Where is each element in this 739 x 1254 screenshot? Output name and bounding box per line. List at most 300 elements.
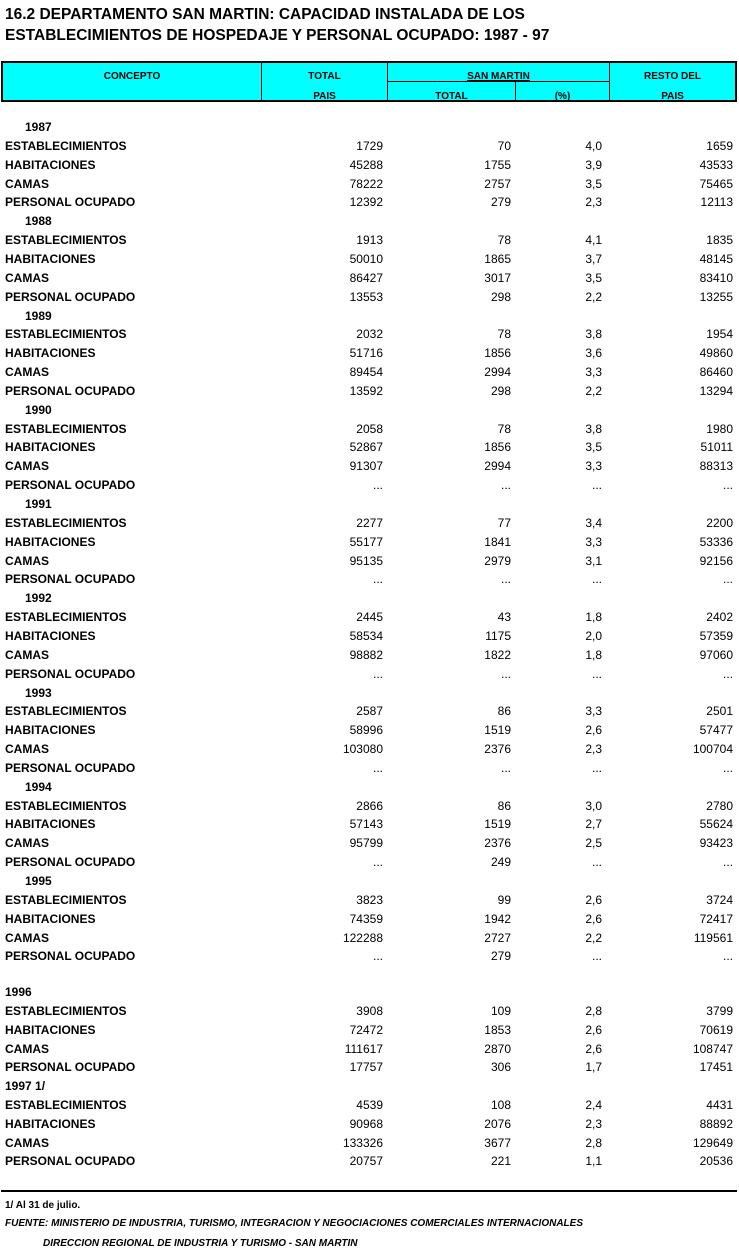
header-concepto: CONCEPTO	[103, 71, 161, 82]
concept-cell: CAMAS	[5, 930, 49, 945]
concept-cell: PERSONAL OCUPADO	[5, 383, 136, 398]
san-martin-pct-cell: 2,2	[585, 289, 602, 304]
concept-cell: CAMAS	[5, 1041, 49, 1056]
header-resto-pais: PAIS	[661, 91, 684, 102]
resto-pais-cell: 57359	[699, 628, 733, 643]
san-martin-pct-cell: 2,6	[585, 1022, 602, 1037]
table-row	[0, 1002, 739, 1021]
san-martin-pct-cell: 4,1	[585, 233, 602, 248]
san-martin-total-cell: 1755	[484, 157, 511, 172]
table-row	[0, 759, 739, 778]
resto-pais-cell: 43533	[699, 157, 733, 172]
table-row	[0, 627, 739, 646]
san-martin-pct-cell: 2,8	[585, 1135, 602, 1150]
year-row	[0, 307, 739, 326]
table-row	[0, 288, 739, 307]
table-row	[0, 608, 739, 627]
san-martin-pct-cell: 3,3	[585, 365, 602, 380]
total-pais-cell: ...	[372, 760, 383, 775]
san-martin-total-cell: 3017	[484, 270, 511, 285]
concept-cell: ESTABLECIMIENTOS	[5, 138, 127, 153]
san-martin-total-cell: 77	[497, 515, 511, 530]
san-martin-total-cell: 3677	[484, 1135, 511, 1150]
san-martin-pct-cell: 2,5	[585, 836, 602, 851]
san-martin-pct-cell: 2,4	[585, 1097, 602, 1112]
year-label: 1993	[25, 685, 52, 700]
san-martin-total-cell: 1822	[484, 647, 511, 662]
resto-pais-cell: 20536	[699, 1154, 733, 1169]
year-row	[0, 778, 739, 797]
concept-cell: PERSONAL OCUPADO	[5, 289, 136, 304]
san-martin-total-cell: 1856	[484, 440, 511, 455]
resto-pais-cell: 100704	[692, 742, 733, 757]
concept-cell: HABITACIONES	[5, 346, 96, 361]
total-pais-cell: 89454	[349, 365, 383, 380]
san-martin-total-cell: ...	[500, 760, 511, 775]
total-pais-cell: 51716	[349, 346, 383, 361]
san-martin-total-cell: 2994	[484, 459, 511, 474]
table-row	[0, 929, 739, 948]
san-martin-pct-cell: 3,3	[585, 704, 602, 719]
table-row	[0, 1021, 739, 1040]
concept-cell: ESTABLECIMIENTOS	[5, 421, 127, 436]
concept-cell: ESTABLECIMIENTOS	[5, 1003, 127, 1018]
concept-cell: ESTABLECIMIENTOS	[5, 515, 127, 530]
total-pais-cell: 55177	[349, 534, 383, 549]
concept-cell: PERSONAL OCUPADO	[5, 760, 136, 775]
san-martin-total-cell: 78	[497, 421, 511, 436]
san-martin-pct-cell: 1,8	[585, 610, 602, 625]
san-martin-pct-cell: 1,7	[585, 1060, 602, 1075]
san-martin-total-cell: 298	[490, 289, 511, 304]
total-pais-cell: 95799	[349, 836, 383, 851]
resto-pais-cell: ...	[722, 666, 733, 681]
total-pais-cell: 12392	[349, 195, 383, 210]
total-pais-cell: 111617	[344, 1041, 383, 1056]
table-row	[0, 363, 739, 382]
resto-pais-cell: 93423	[699, 836, 733, 851]
source-line-1: FUENTE: MINISTERIO DE INDUSTRIA, TURISMO, INTEGRACION Y NEGOCIACIONES COMERCIALES INTERNACIONALES	[5, 1218, 583, 1229]
header-pais: PAIS	[313, 91, 336, 102]
san-martin-pct-cell: ...	[591, 572, 602, 587]
concept-cell: HABITACIONES	[5, 911, 96, 926]
table-row	[0, 344, 739, 363]
total-pais-cell: ...	[372, 666, 383, 681]
resto-pais-cell: 83410	[699, 270, 733, 285]
table-row	[0, 797, 739, 816]
table-row	[0, 137, 739, 156]
header-sm-pct: (%)	[554, 91, 571, 102]
table-row	[0, 420, 739, 439]
san-martin-total-cell: 70	[497, 138, 511, 153]
san-martin-pct-cell: 2,3	[585, 742, 602, 757]
resto-pais-cell: ...	[722, 855, 733, 870]
table-row	[0, 947, 739, 966]
total-pais-cell: 57143	[349, 817, 383, 832]
total-pais-cell: 3823	[356, 892, 383, 907]
table-row	[0, 815, 739, 834]
san-martin-pct-cell: ...	[591, 949, 602, 964]
total-pais-cell: 2277	[356, 515, 383, 530]
resto-pais-cell: 88892	[699, 1116, 733, 1131]
resto-pais-cell: 13255	[699, 289, 733, 304]
total-pais-cell: ...	[372, 855, 383, 870]
table-row	[0, 853, 739, 872]
resto-pais-cell: 55624	[699, 817, 733, 832]
san-martin-pct-cell: 2,6	[585, 1041, 602, 1056]
san-martin-pct-cell: 2,6	[585, 723, 602, 738]
header-resto: RESTO DEL	[643, 71, 702, 82]
san-martin-total-cell: 279	[490, 195, 511, 210]
header-total: TOTAL	[308, 71, 341, 82]
year-label: 1988	[25, 214, 52, 229]
total-pais-cell: 3908	[356, 1003, 383, 1018]
resto-pais-cell: ...	[722, 572, 733, 587]
concept-cell: PERSONAL OCUPADO	[5, 195, 136, 210]
san-martin-total-cell: 1865	[484, 251, 511, 266]
total-pais-cell: 1913	[356, 233, 383, 248]
san-martin-pct-cell: 2,0	[585, 628, 602, 643]
year-row	[0, 983, 739, 1002]
san-martin-total-cell: 2376	[484, 836, 511, 851]
table-row	[0, 457, 739, 476]
san-martin-total-cell: 2979	[484, 553, 511, 568]
san-martin-pct-cell: ...	[591, 760, 602, 775]
resto-pais-cell: 13294	[699, 383, 733, 398]
resto-pais-cell: 88313	[699, 459, 733, 474]
resto-pais-cell: 108747	[692, 1041, 733, 1056]
concept-cell: CAMAS	[5, 270, 49, 285]
concept-cell: ESTABLECIMIENTOS	[5, 327, 127, 342]
concept-cell: HABITACIONES	[5, 817, 96, 832]
concept-cell: CAMAS	[5, 1135, 49, 1150]
total-pais-cell: 2587	[356, 704, 383, 719]
resto-pais-cell: 129649	[692, 1135, 733, 1150]
concept-cell: HABITACIONES	[5, 1022, 96, 1037]
concept-cell: ESTABLECIMIENTOS	[5, 704, 127, 719]
concept-cell: CAMAS	[5, 365, 49, 380]
total-pais-cell: 78222	[349, 176, 383, 191]
san-martin-total-cell: 249	[490, 855, 511, 870]
san-martin-pct-cell: 3,5	[585, 270, 602, 285]
resto-pais-cell: 75465	[699, 176, 733, 191]
san-martin-pct-cell: 2,3	[585, 195, 602, 210]
concept-cell: HABITACIONES	[5, 628, 96, 643]
table-row	[0, 514, 739, 533]
san-martin-total-cell: ...	[500, 666, 511, 681]
resto-pais-cell: ...	[722, 760, 733, 775]
san-martin-pct-cell: 3,4	[585, 515, 602, 530]
resto-pais-cell: 2200	[706, 515, 733, 530]
year-label: 1997 1/	[5, 1079, 46, 1093]
year-label: 1995	[25, 874, 52, 888]
san-martin-total-cell: 86	[497, 798, 511, 813]
concept-cell: PERSONAL OCUPADO	[5, 478, 136, 493]
san-martin-pct-cell: 3,8	[585, 421, 602, 436]
concept-cell: CAMAS	[5, 553, 49, 568]
san-martin-total-cell: 78	[497, 233, 511, 248]
san-martin-pct-cell: 3,5	[585, 176, 602, 191]
san-martin-total-cell: 221	[490, 1154, 511, 1169]
concept-cell: ESTABLECIMIENTOS	[5, 1097, 127, 1112]
total-pais-cell: 20757	[349, 1154, 383, 1169]
total-pais-cell: 90968	[349, 1116, 383, 1131]
table-row	[0, 175, 739, 194]
table-row	[0, 1134, 739, 1153]
total-pais-cell: 13553	[349, 289, 383, 304]
total-pais-cell: 2866	[356, 798, 383, 813]
resto-pais-cell: 3724	[706, 892, 733, 907]
concept-cell: CAMAS	[5, 176, 49, 191]
resto-pais-cell: 1980	[706, 421, 733, 436]
resto-pais-cell: 2501	[706, 704, 733, 719]
san-martin-pct-cell: 3,8	[585, 327, 602, 342]
year-label: 1987	[25, 120, 52, 134]
concept-cell: PERSONAL OCUPADO	[5, 1060, 136, 1075]
resto-pais-cell: 1659	[706, 138, 733, 153]
san-martin-total-cell: 1841	[484, 534, 511, 549]
year-label: 1990	[25, 402, 52, 417]
table-row	[0, 702, 739, 721]
san-martin-pct-cell: 3,5	[585, 440, 602, 455]
resto-pais-cell: 86460	[699, 365, 733, 380]
san-martin-pct-cell: 4,0	[585, 138, 602, 153]
concept-cell: PERSONAL OCUPADO	[5, 1154, 136, 1169]
san-martin-pct-cell: 1,8	[585, 647, 602, 662]
table-row	[0, 891, 739, 910]
san-martin-total-cell: 306	[490, 1060, 511, 1075]
total-pais-cell: 1729	[356, 138, 383, 153]
total-pais-cell: 86427	[349, 270, 383, 285]
table-header	[1, 61, 737, 102]
san-martin-pct-cell: 3,7	[585, 251, 602, 266]
total-pais-cell: 58534	[349, 628, 383, 643]
table-row	[0, 156, 739, 175]
total-pais-cell: 103080	[342, 742, 383, 757]
resto-pais-cell: 2402	[706, 610, 733, 625]
table-row	[0, 1096, 739, 1115]
concept-cell: ESTABLECIMIENTOS	[5, 610, 127, 625]
year-label: 1989	[25, 308, 52, 323]
san-martin-pct-cell: 3,6	[585, 346, 602, 361]
table-row	[0, 231, 739, 250]
concept-cell: CAMAS	[5, 836, 49, 851]
concept-cell: CAMAS	[5, 742, 49, 757]
san-martin-total-cell: 2727	[484, 930, 511, 945]
resto-pais-cell: 17451	[699, 1060, 733, 1075]
concept-cell: CAMAS	[5, 459, 49, 474]
concept-cell: HABITACIONES	[5, 534, 96, 549]
concept-cell: ESTABLECIMIENTOS	[5, 233, 127, 248]
san-martin-pct-cell: 2,8	[585, 1003, 602, 1018]
san-martin-total-cell: 2076	[484, 1116, 511, 1131]
concept-cell: ESTABLECIMIENTOS	[5, 892, 127, 907]
resto-pais-cell: 1954	[706, 327, 733, 342]
table-row	[0, 1058, 739, 1077]
footer-rule	[1, 1190, 737, 1192]
table-row	[0, 721, 739, 740]
san-martin-total-cell: 1519	[484, 817, 511, 832]
san-martin-pct-cell: 3,3	[585, 534, 602, 549]
total-pais-cell: ...	[372, 572, 383, 587]
concept-cell: PERSONAL OCUPADO	[5, 949, 136, 964]
san-martin-pct-cell: 3,1	[585, 553, 602, 568]
concept-cell: CAMAS	[5, 647, 49, 662]
san-martin-pct-cell: 2,2	[585, 383, 602, 398]
concept-cell: PERSONAL OCUPADO	[5, 666, 136, 681]
san-martin-pct-cell: 3,9	[585, 157, 602, 172]
total-pais-cell: ...	[372, 478, 383, 493]
table-row	[0, 834, 739, 853]
resto-pais-cell: 3799	[706, 1003, 733, 1018]
san-martin-total-cell: 2376	[484, 742, 511, 757]
year-row	[0, 212, 739, 231]
table-row	[0, 552, 739, 571]
table-row	[0, 646, 739, 665]
table-row	[0, 269, 739, 288]
table-row	[0, 382, 739, 401]
table-row	[0, 250, 739, 269]
total-pais-cell: 50010	[349, 251, 383, 266]
san-martin-total-cell: 86	[497, 704, 511, 719]
resto-pais-cell: 51011	[700, 440, 733, 455]
san-martin-pct-cell: ...	[591, 478, 602, 493]
san-martin-total-cell: 2870	[484, 1041, 511, 1056]
total-pais-cell: 17757	[349, 1060, 383, 1075]
san-martin-pct-cell: 2,6	[585, 892, 602, 907]
resto-pais-cell: 97060	[699, 647, 733, 662]
table-row	[0, 438, 739, 457]
resto-pais-cell: 119561	[693, 930, 733, 945]
san-martin-pct-cell: ...	[591, 666, 602, 681]
header-sm-total: TOTAL	[435, 91, 468, 102]
san-martin-pct-cell: 3,3	[585, 459, 602, 474]
table-row	[0, 1115, 739, 1134]
concept-cell: PERSONAL OCUPADO	[5, 855, 136, 870]
san-martin-total-cell: ...	[500, 572, 511, 587]
total-pais-cell: 122288	[342, 930, 383, 945]
header-san-martin: SAN MARTIN	[467, 71, 530, 82]
total-pais-cell: 2445	[356, 610, 383, 625]
resto-pais-cell: 70619	[699, 1022, 733, 1037]
resto-pais-cell: ...	[722, 478, 733, 493]
concept-cell: PERSONAL OCUPADO	[5, 572, 136, 587]
san-martin-total-cell: 1853	[484, 1022, 511, 1037]
san-martin-total-cell: 43	[497, 610, 511, 625]
year-row	[0, 684, 739, 703]
table-row	[0, 533, 739, 552]
san-martin-pct-cell: 1,1	[585, 1154, 602, 1169]
concept-cell: HABITACIONES	[5, 723, 96, 738]
table-row	[0, 570, 739, 589]
year-row	[0, 589, 739, 608]
concept-cell: ESTABLECIMIENTOS	[5, 798, 127, 813]
san-martin-total-cell: 109	[490, 1003, 511, 1018]
total-pais-cell: 72472	[349, 1022, 383, 1037]
title-line-2: ESTABLECIMIENTOS DE HOSPEDAJE Y PERSONAL OCUPADO: 1987 - 97	[5, 27, 550, 44]
san-martin-pct-cell: 2,3	[585, 1116, 602, 1131]
total-pais-cell: 95135	[349, 553, 383, 568]
resto-pais-cell: 2780	[706, 798, 733, 813]
table-row	[0, 665, 739, 684]
table-row	[0, 476, 739, 495]
san-martin-total-cell: 298	[490, 383, 511, 398]
year-label: 1996	[5, 985, 32, 999]
total-pais-cell: 4539	[356, 1097, 383, 1112]
year-label: 1992	[25, 591, 52, 606]
year-row	[0, 118, 739, 137]
san-martin-pct-cell: 2,6	[585, 911, 602, 926]
total-pais-cell: 91307	[349, 459, 383, 474]
table-row	[0, 193, 739, 212]
san-martin-total-cell: 1175	[485, 628, 511, 643]
san-martin-total-cell: 2994	[484, 365, 511, 380]
concept-cell: HABITACIONES	[5, 440, 96, 455]
table-row	[0, 325, 739, 344]
total-pais-cell: 98882	[349, 647, 383, 662]
san-martin-pct-cell: 2,2	[585, 930, 602, 945]
table-row	[0, 740, 739, 759]
total-pais-cell: 52867	[349, 440, 383, 455]
san-martin-total-cell: 99	[497, 892, 511, 907]
total-pais-cell: 58996	[349, 723, 383, 738]
san-martin-total-cell: ...	[500, 478, 511, 493]
san-martin-pct-cell: ...	[591, 855, 602, 870]
resto-pais-cell: 48145	[699, 251, 733, 266]
total-pais-cell: 13592	[349, 383, 383, 398]
total-pais-cell: 45288	[349, 157, 383, 172]
resto-pais-cell: 4431	[706, 1097, 733, 1112]
year-label: 1991	[25, 497, 52, 511]
year-row	[0, 872, 739, 891]
resto-pais-cell: 53336	[699, 534, 733, 549]
resto-pais-cell: 72417	[699, 911, 733, 926]
resto-pais-cell: ...	[722, 949, 733, 964]
resto-pais-cell: 12113	[700, 195, 733, 210]
san-martin-pct-cell: 2,7	[585, 817, 602, 832]
san-martin-total-cell: 1519	[484, 723, 511, 738]
san-martin-total-cell: 1942	[484, 911, 511, 926]
resto-pais-cell: 1835	[706, 233, 733, 248]
table-row	[0, 910, 739, 929]
concept-cell: HABITACIONES	[5, 251, 96, 266]
total-pais-cell: 74359	[349, 911, 383, 926]
table-row	[0, 1152, 739, 1171]
resto-pais-cell: 92156	[699, 553, 733, 568]
san-martin-total-cell: 1856	[484, 346, 511, 361]
san-martin-total-cell: 108	[490, 1097, 511, 1112]
year-row	[0, 401, 739, 420]
table-row	[0, 1040, 739, 1059]
year-label: 1994	[25, 779, 52, 794]
total-pais-cell: 2058	[356, 421, 383, 436]
year-row	[0, 495, 739, 514]
total-pais-cell: 133326	[342, 1135, 383, 1150]
resto-pais-cell: 57477	[699, 723, 733, 738]
footnote: 1/ Al 31 de julio.	[5, 1200, 81, 1211]
title-line-1: 16.2 DEPARTAMENTO SAN MARTIN: CAPACIDAD INSTALADA DE LOS	[5, 6, 525, 23]
year-row	[0, 1077, 739, 1096]
concept-cell: HABITACIONES	[5, 157, 96, 172]
concept-cell: HABITACIONES	[5, 1116, 96, 1131]
resto-pais-cell: 49860	[699, 346, 733, 361]
total-pais-cell: ...	[372, 949, 383, 964]
page-title	[5, 4, 549, 46]
san-martin-pct-cell: 3,0	[585, 798, 602, 813]
san-martin-total-cell: 2757	[484, 176, 511, 191]
san-martin-total-cell: 78	[497, 327, 511, 342]
san-martin-total-cell: 279	[490, 949, 511, 964]
